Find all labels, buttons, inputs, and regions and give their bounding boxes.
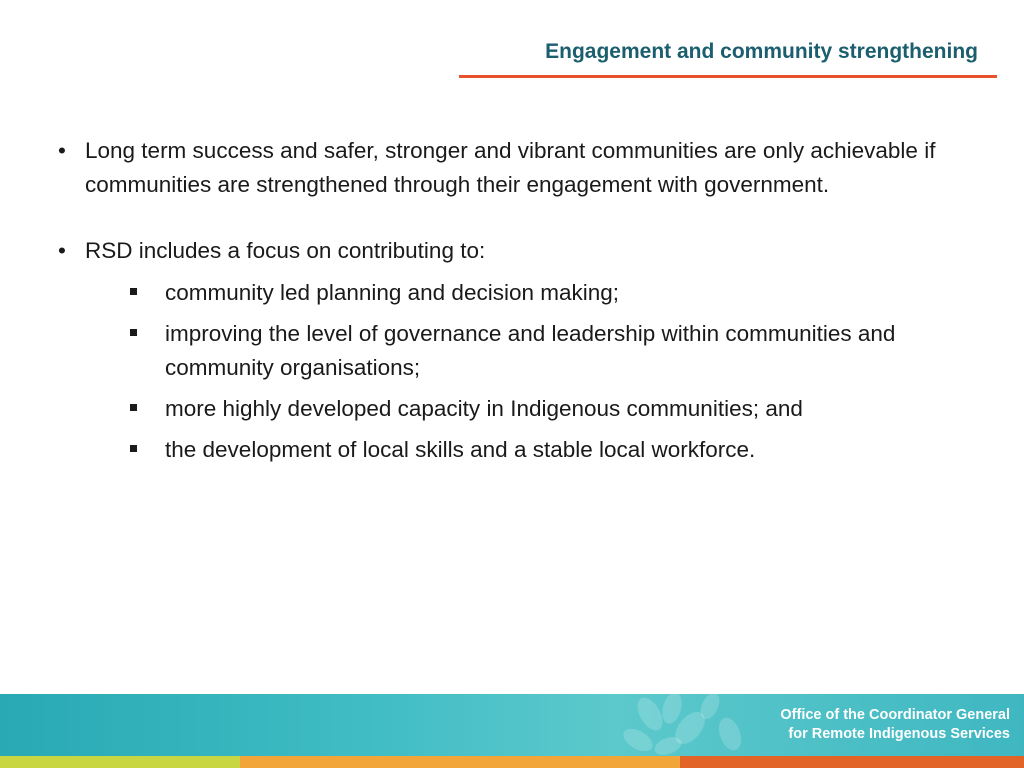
sub-bullet-item <box>130 317 978 385</box>
sub-bullet-item <box>130 392 978 426</box>
sub-bullet-list <box>130 276 978 467</box>
bullet-item <box>58 134 978 202</box>
stripe-amber <box>240 756 680 768</box>
square-bullet-icon <box>130 445 137 452</box>
square-bullet-icon <box>130 288 137 295</box>
stripe-orange <box>680 756 1024 768</box>
footer-band <box>0 694 1024 756</box>
bullet-marker: • <box>58 238 66 263</box>
bullet-text: RSD includes a focus on contributing to: <box>85 238 486 263</box>
square-bullet-icon <box>130 404 137 411</box>
square-bullet-icon <box>130 329 137 336</box>
sub-bullet-item <box>130 433 978 467</box>
bullet-text: Long term success and safer, stronger and vibrant communities are only achievable if communities are strengthened through their engagement with government. <box>85 138 936 197</box>
sub-bullet-text: the development of local skills and a stable local workforce. <box>165 437 756 462</box>
sub-bullet-text: improving the level of governance and leadership within communities and community organisations; <box>165 321 896 380</box>
slide-title: Engagement and community strengthening <box>545 40 978 63</box>
stripe-green <box>0 756 240 768</box>
leaf-logo-icon <box>610 694 790 756</box>
bullet-marker: • <box>58 138 66 163</box>
sub-bullet-text: community led planning and decision making; <box>165 280 620 305</box>
title-underline <box>459 75 997 78</box>
sub-bullet-text: more highly developed capacity in Indigenous communities; and <box>165 396 803 421</box>
bullet-item <box>58 234 978 268</box>
slide-body <box>58 134 978 474</box>
organisation-name <box>780 706 1010 744</box>
sub-bullet-item <box>130 276 978 310</box>
org-line-1: Office of the Coordinator General <box>780 707 1010 723</box>
footer-color-stripe <box>0 756 1024 768</box>
org-line-2: for Remote Indigenous Services <box>788 726 1010 742</box>
